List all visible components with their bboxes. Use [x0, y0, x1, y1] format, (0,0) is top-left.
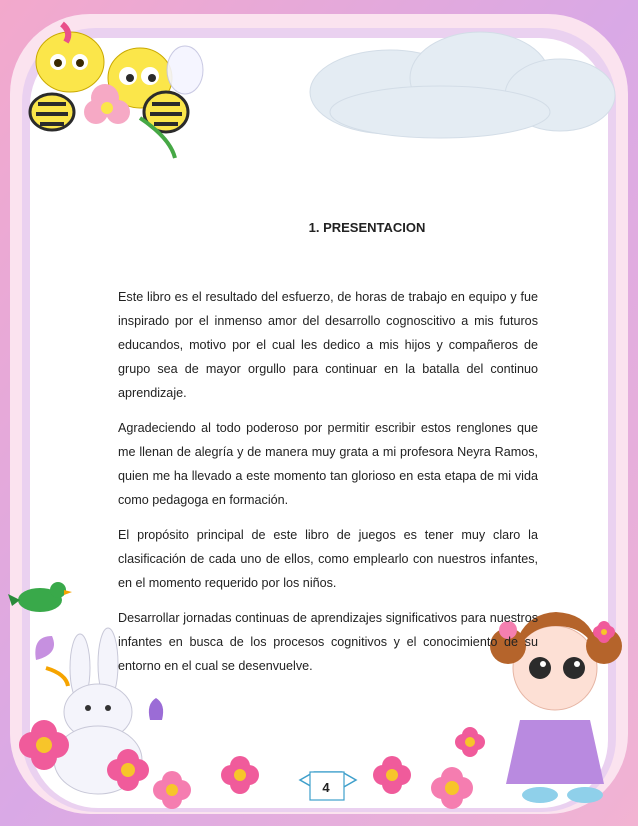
paragraph-3: El propósito principal de este libro de juegos es tener muy claro la clasificación de cada uno de ellos, como emplearlo con nuestros infantes, en el momento requerido por los niños. — [118, 528, 538, 590]
paragraph-1: Este libro es el resultado del esfuerzo, de horas de trabajo en equipo y fue inspirado por el inmenso amor del desarrollo cognoscitivo a mis futuros educandos, motivo por el cual les dedico a mis hijos y compañeros de grupo sea de mayor orgullo para continuar en la batalla del continuo aprendizaje. — [118, 290, 538, 400]
document-header — [118, 220, 538, 235]
paragraph-2: Agradeciendo al todo poderoso por permitir escribir estos renglones que me llenan de alegría y de manera muy grata a mi profesora Neyra Ramos, quien me ha llevado a este momento tan glorioso en esta etapa de mi vida como pedagoga en formación. — [118, 421, 538, 507]
page-number: 4 — [322, 780, 330, 795]
section-title: 1. PRESENTACION — [308, 220, 426, 235]
document-body — [118, 285, 538, 689]
paragraph-4: Desarrollar jornadas continuas de aprendizajes significativos para nuestros infantes en busca de los procesos cognitivos y el conocimiento de su entorno en el cual se desenvuelve. — [118, 611, 538, 673]
page-number-box — [300, 773, 352, 805]
